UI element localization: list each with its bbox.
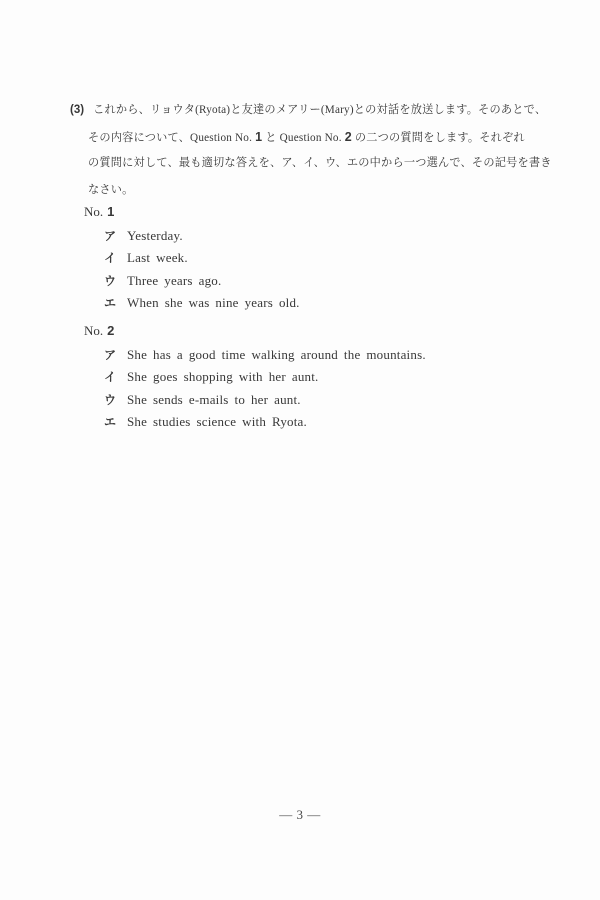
choice-row: [104, 249, 300, 271]
choice-row: [104, 391, 426, 413]
instruction-line-1: [70, 97, 570, 124]
page-number: — 3 —: [279, 807, 321, 822]
page-footer: [0, 806, 600, 824]
choice-marker-i: イ: [104, 251, 117, 266]
choice-marker-u: ウ: [104, 392, 117, 407]
question-number-1: 1: [255, 129, 263, 144]
question-2-heading-number: 2: [107, 323, 115, 338]
choice-marker-e: エ: [104, 296, 117, 311]
choice-marker-u: ウ: [104, 273, 117, 288]
question-1-heading-number: 1: [107, 204, 115, 219]
choice-row: [104, 413, 426, 435]
question-number-2: 2: [344, 129, 352, 144]
choice-marker-e: エ: [104, 415, 117, 430]
instruction-text: なさい。: [88, 183, 134, 196]
question-2-heading-label: No.: [84, 323, 104, 338]
choice-marker-a: ア: [104, 229, 117, 243]
choice-row: [104, 368, 426, 390]
instruction-line-3: [70, 150, 570, 177]
instruction-line-4: [70, 177, 570, 204]
instruction-text: の二つの質問をします。それぞれ: [351, 131, 525, 144]
choice-text: Three years ago.: [127, 272, 222, 288]
choice-text: Yesterday.: [127, 228, 183, 243]
question-2-choices: [104, 346, 426, 436]
instruction-text: の質問に対して、最も適切な答えを、ア、イ、ウ、エの中から一つ選んで、その記号を書き: [88, 157, 552, 169]
choice-row: [104, 346, 426, 368]
choice-text: She studies science with Ryota.: [127, 414, 307, 430]
question-1-heading: [84, 204, 114, 220]
choice-marker-a: ア: [104, 348, 117, 362]
instruction-line-2: [70, 124, 570, 151]
choice-row: [104, 227, 300, 249]
instruction-text: と Question No.: [262, 131, 345, 144]
choice-text: Last week.: [127, 250, 188, 266]
choice-row: [104, 294, 300, 316]
question-2-heading: [84, 323, 114, 339]
choice-row: [104, 272, 300, 294]
question-part-marker: (3): [70, 104, 85, 116]
question-1-heading-label: No.: [84, 204, 104, 219]
choice-text: She sends e-mails to her aunt.: [127, 391, 301, 407]
instruction-paragraph: [70, 97, 570, 203]
question-1-choices: [104, 227, 300, 317]
instruction-text: その内容について、Question No.: [88, 131, 256, 144]
choice-text: When she was nine years old.: [127, 295, 300, 311]
choice-text: She goes shopping with her aunt.: [127, 369, 319, 385]
instruction-text: これから、リョウタ(Ryota)と友達のメアリー(Mary)との対話を放送します。そのあとで、: [93, 104, 547, 116]
choice-marker-i: イ: [104, 370, 117, 385]
choice-text: She has a good time walking around the mountains.: [127, 347, 426, 362]
